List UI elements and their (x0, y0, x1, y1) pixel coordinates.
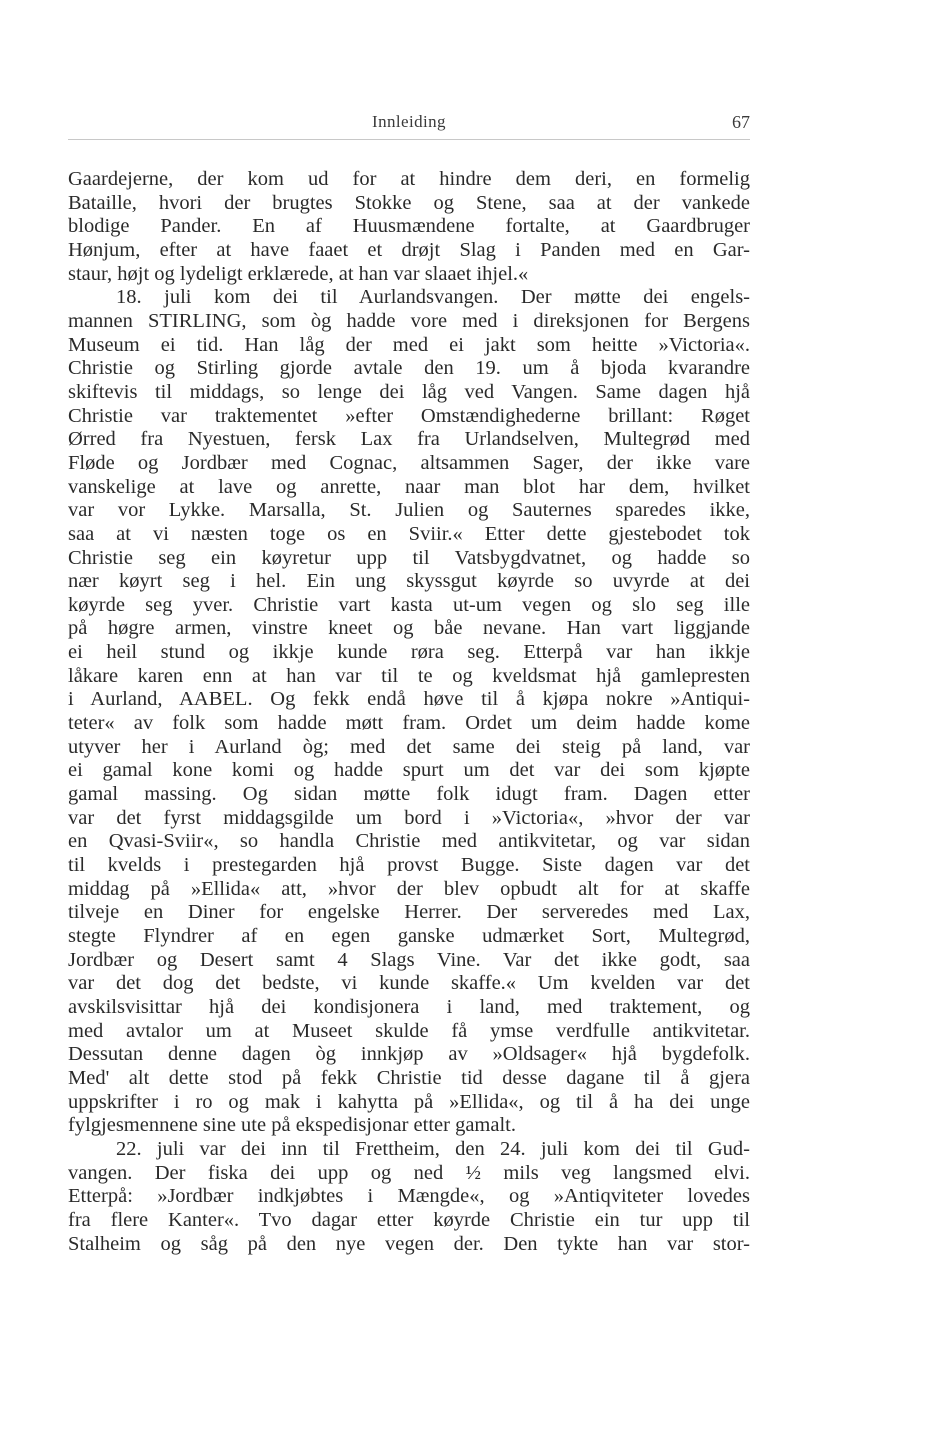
text-line: fra flere Kanter«. Tvo dagar etter køyrde Christie ein tur upp til (68, 1208, 750, 1231)
text-line: saa at vi næsten toge os en Sviir.« Etter dette gjestebodet tok (68, 522, 750, 545)
text-line: Hønjum, efter at have faaet et drøjt Slag i Panden med en Gar- (68, 238, 750, 261)
text-line: Jordbær og Desert samt 4 Slags Vine. Var det ikke godt, saa (68, 948, 750, 971)
text-line: låkare karen enn at han var til te og kveldsmat hjå gamlepresten (68, 664, 750, 687)
text-line: ei heil stund og ikkje kunde røra seg. Etterpå var han ikkje (68, 641, 750, 664)
text-line: mannen STIRLING, som òg hadde vore med i direksjonen for Bergens (68, 309, 750, 332)
text-line: uppskrifter i ro og mak i kahytta på »Ellida«, og til å ha dei unge (68, 1090, 750, 1113)
text-line: nær køyrt seg i hel. Ein ung skyssgut køyrde so uvyrde at dei (68, 570, 750, 593)
text-line: utyver her i Aurland òg; med det same dei steig på land, var (68, 735, 750, 758)
text-line: gamal massing. Og sidan møtte folk idugt fram. Dagen etter (68, 783, 750, 806)
text-line: Gaardejerne, der kom ud for at hindre dem deri, en formelig (68, 168, 750, 190)
text-line: staur, højt og lydeligt erklærede, at han var slaaet ihjel.« (68, 262, 529, 285)
text-line: avskilsvisittar hjå dei kondisjonera i land, med traktement, og (68, 995, 750, 1018)
text-line: Med' alt dette stod på fekk Christie tid desse dagane til å gjera (68, 1066, 750, 1089)
text-line: i Aurland, AABEL. Og fekk endå høve til å kjøpa nokre »Antiqui- (68, 688, 750, 711)
text-line: var det fyrst middagsgilde um bord i »Victoria«, »hvor der var (68, 806, 750, 829)
text-line: en Qvasi-Sviir«, so handla Christie med antikvitetar, og var sidan (68, 830, 750, 853)
text-line: Etterpå: »Jordbær indkjøbtes i Mængde«, og »Antiqviteter lovedes (68, 1185, 750, 1208)
text-line: teter« av folk som hadde møtt fram. Ordet um deim hadde kome (68, 712, 750, 735)
running-header (68, 112, 750, 142)
text-line: vanskelige at lave og anrette, naar man blot har dem, hvilket (68, 475, 750, 498)
text-line: stegte Flyndrer af en egen ganske udmærket Sort, Multegrød, (68, 925, 750, 947)
text-line: Christie og Stirling gjorde avtale den 19. um å bjoda kvarandre (68, 357, 750, 380)
text-line: tilveje en Diner for engelske Herrer. Der serveredes med Lax, (68, 901, 750, 924)
text-line: fylgjesmennene sine ute på ekspedisjonar etter gamalt. (68, 1114, 516, 1137)
text-line: ei gamal kone komi og hadde spurt um det var dei som kjøpte (68, 759, 750, 782)
text-line: Museum ei tid. Han låg der med ei jakt som heitte »Victoria«. (68, 333, 750, 356)
header-rule (68, 139, 750, 140)
text-line: Bataille, hvori der brugtes Stokke og Stene, saa at der vankede (68, 191, 750, 214)
text-line: vangen. Der fiska dei upp og ned ½ mils veg langsmed elvi. (68, 1161, 750, 1184)
text-line: 18. juli kom dei til Aurlandsvangen. Der møtte dei engels- (116, 286, 750, 309)
body-text (68, 168, 750, 1256)
text-line: Fløde og Jordbær med Cognac, altsammen Sager, der ikke vare (68, 451, 750, 474)
text-line: var det dog det bedste, vi kunde skaffe.« Um kvelden var det (68, 972, 750, 995)
page-number: 67 (732, 112, 750, 132)
text-line: var vor Lykke. Marsalla, St. Julien og Sauternes sparedes ikke, (68, 499, 750, 522)
text-line: 22. juli var dei inn til Frettheim, den 24. juli kom dei til Gud- (116, 1137, 750, 1160)
text-line: skiftevis til middags, so lenge dei låg ved Vangen. Same dagen hjå (68, 380, 750, 403)
text-line: Christie var traktementet »efter Omstændighederne brillant: Røget (68, 404, 750, 427)
text-line: køyrde seg yver. Christie vart kasta ut-um vegen og slo seg ille (68, 593, 750, 616)
text-line: Christie seg ein køyretur upp til Vatsbygdvatnet, og hadde so (68, 546, 750, 569)
text-line: Stalheim og såg på den nye vegen der. Den tykte han var stor- (68, 1232, 750, 1255)
text-line: Dessutan denne dagen òg innkjøp av »Oldsager« hjå bygdefolk. (68, 1043, 750, 1066)
text-line: på høgre armen, vinstre kneet og båe nevane. Han vart liggjande (68, 617, 750, 640)
running-title: Innleiding (372, 112, 446, 131)
text-line: med avtalor um at Museet skulde få ymse verdfulle antikvitetar. (68, 1019, 750, 1042)
text-line: blodige Pander. En af Huusmændene fortalte, at Gaardbruger (68, 215, 750, 238)
text-line: til kvelds i prestegarden hjå provst Bugge. Siste dagen var det (68, 854, 750, 877)
text-line: Ørred fra Nyestuen, fersk Lax fra Urlandselven, Multegrød med (68, 428, 750, 451)
text-line: middag på »Ellida« att, »hvor der blev opbudt alt for at skaffe (68, 877, 750, 900)
